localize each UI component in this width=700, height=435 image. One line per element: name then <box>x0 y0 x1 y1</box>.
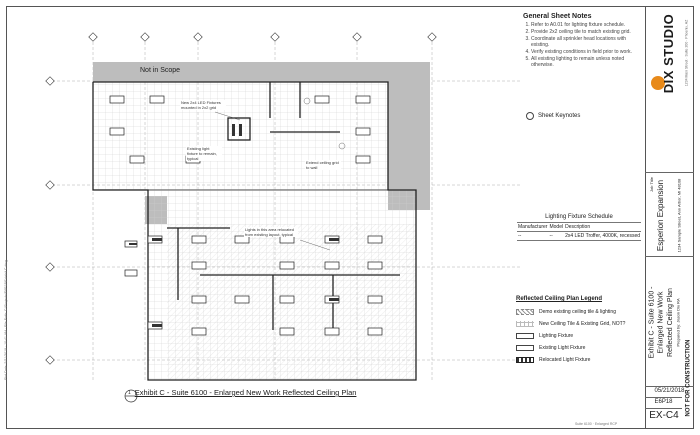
construction-status: NOT FOR CONSTRUCTION <box>685 339 691 417</box>
schedule-cell: -- <box>517 232 548 241</box>
legend-item <box>516 330 640 342</box>
keynote-bubble-icon <box>526 112 534 120</box>
schedule-title: Lighting Fixture Schedule <box>545 214 613 220</box>
project-address: 1234 Sample Street, Ann Arbor, MI 48108 <box>676 178 682 252</box>
plan-title-text: Exhibit C - Suite 6100 - Enlarged New Work Reflected Ceiling Plan <box>134 388 357 397</box>
legend-grid-swatch <box>516 321 534 327</box>
general-note: 3. Coordinate all sprinkler head locations with existing. <box>531 36 641 48</box>
general-sheet-notes <box>523 14 641 69</box>
schedule-header-row <box>517 223 641 232</box>
sheet-title-line: Enlarged New Work <box>657 290 665 354</box>
schedule-cell: 2x4 LED Troffer, 4000K, recessed <box>565 233 641 239</box>
schedule-table <box>517 222 641 241</box>
title-block-divider <box>645 256 694 257</box>
legend-label: Existing Light Fixture <box>539 345 586 351</box>
project-name: Esperion Expansion <box>656 179 666 251</box>
general-notes-list <box>523 22 641 68</box>
annotation-relocated: Lights in this area relocated from existing layout, typical <box>244 227 298 237</box>
prepared-by: Prepared by: Jason Dix RA <box>675 297 681 347</box>
lighting-fixture-schedule <box>517 214 641 241</box>
sheet-date: 05/21/2018 <box>654 388 685 394</box>
title-block-divider <box>645 397 682 398</box>
plan-title <box>118 388 356 397</box>
title-block-divider <box>645 172 694 173</box>
sheet-footer-tag: Suite 6100 · Enlarged RCP <box>575 422 618 426</box>
general-note: 5. All existing lighting to remain unless noted otherwise. <box>531 56 641 68</box>
firm-name: DIX STUDIO <box>661 13 677 93</box>
legend-hatch-swatch <box>516 309 534 315</box>
sheet-title-line: Reflected Ceiling Plan <box>666 287 674 357</box>
legend-box-swatch <box>516 333 534 339</box>
legend-title: Reflected Ceiling Plan Legend <box>516 296 603 302</box>
plot-stamp: Plot Date: 5/21/2018 · 10:41 AM · File Path: C:\Projects\E6P18\Exhibit C.dwg <box>4 260 8 380</box>
legend-label: Lighting Fixture <box>539 333 574 339</box>
legend-box-swatch <box>516 345 534 351</box>
general-note: 4. Verify existing conditions in field prior to work. <box>531 49 641 55</box>
rcp-legend <box>516 296 640 366</box>
sheet-keynotes <box>526 112 580 120</box>
general-notes-title: General Sheet Notes <box>523 13 592 20</box>
annotation-extend-grid: Extend ceiling grid to wall <box>305 160 341 170</box>
sheet-number: EX-C4 <box>649 410 679 421</box>
firm-info: 1234 Main Street · Suite 200 · Phoenix, AZ <box>684 19 689 87</box>
project-label: Job Title <box>648 176 654 192</box>
project-number: E6P18 <box>654 399 673 405</box>
schedule-header: Manufacturer <box>518 224 548 230</box>
legend-item <box>516 354 640 366</box>
legend-solid-swatch <box>516 357 534 363</box>
legend-label: Demo existing ceiling tile & lighting <box>539 309 616 315</box>
legend-item <box>516 318 640 330</box>
keynote-label: Sheet Keynotes <box>538 113 581 119</box>
legend-item <box>516 306 640 318</box>
legend-item <box>516 342 640 354</box>
schedule-header: Model <box>549 224 564 230</box>
legend-label: Relocated Light Fixture <box>539 357 591 363</box>
schedule-header: Description <box>564 223 641 232</box>
not-in-scope-label: Not in Scope <box>140 67 181 74</box>
annotation-new-fixtures: New 2x4 LED Fixtures mounted in 2x2 grid <box>180 100 226 110</box>
general-note: 2. Provide 2x2 ceiling tile to match existing grid. <box>531 29 641 35</box>
plan-number: 1 <box>128 389 131 396</box>
table-row <box>517 232 641 241</box>
sheet-title-line: Exhibit C - Suite 6100 - <box>648 286 656 358</box>
legend-label: New Ceiling Tile & Existing Grid, NOT? <box>539 321 626 327</box>
schedule-cell: -- <box>548 232 564 241</box>
title-block-divider <box>645 408 682 409</box>
annotation-existing-remain: Existing light fixture to remain, typical <box>186 146 222 161</box>
general-note: 1. Refer to A0.01 for lighting fixture schedule. <box>531 22 641 28</box>
